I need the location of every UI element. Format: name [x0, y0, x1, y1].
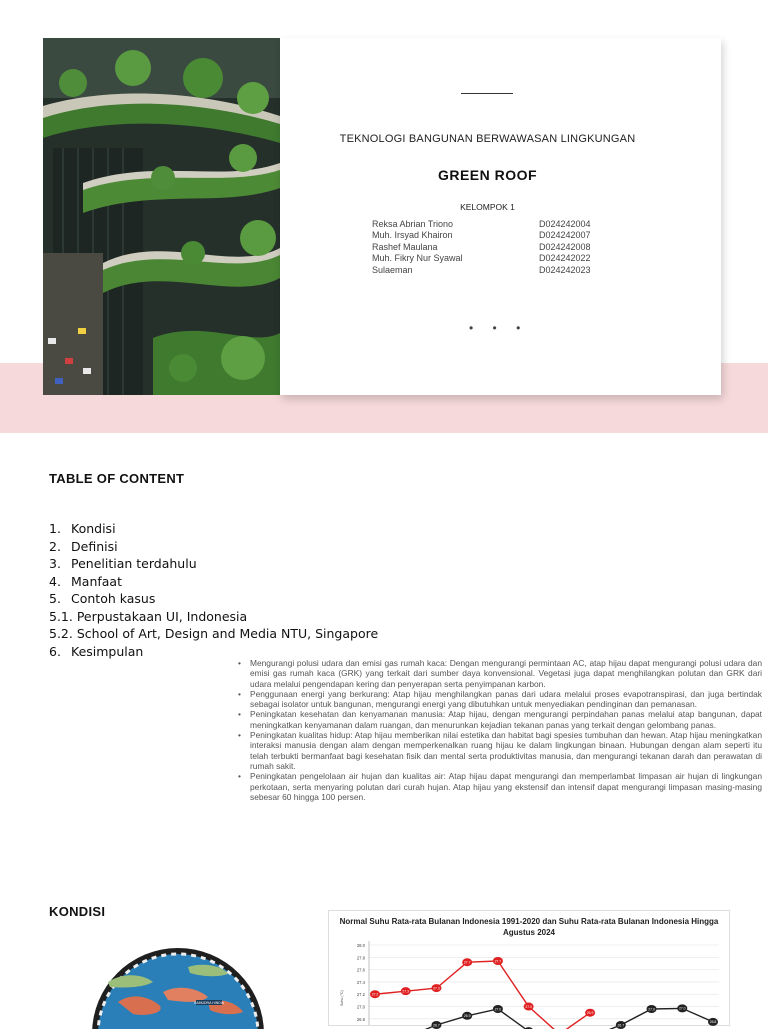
bullet-icon: •	[238, 709, 241, 720]
decorative-dots: • • •	[469, 321, 529, 335]
indonesia-map	[88, 942, 268, 1024]
y-axis-label: Suhu (°C)	[340, 990, 344, 1006]
data-label: 26.9	[586, 1010, 594, 1015]
data-label: 26.7	[617, 1023, 625, 1028]
temperature-chart	[328, 910, 730, 1026]
toc-item	[49, 625, 378, 643]
toc-number: 4.	[49, 573, 61, 589]
bullet-icon: •	[238, 688, 241, 699]
toc-number: 1.	[49, 521, 61, 536]
member-id: D024242008	[539, 241, 591, 252]
green-building-illustration	[43, 38, 280, 395]
benefit-text: Peningkatan kualitas hidup: Atap hijau memberikan nilai estetika dan habitat bagi spesies tumbuhan dan hewan. Atap hijau meningkatkan interaksi manusia dengan alam dengan memperkenalkan ruang hijau ke dalam lingkungan binaan. Hubungan dengan alam seperti itu telah terbukti bermanfaat bagi kesehatan fisik dan mental serta produktivitas manusia, dan mengurangi tekanan darah dan perawatan di rumah sakit.	[250, 730, 762, 771]
benefit-item	[238, 730, 762, 771]
chart-title: Normal Suhu Rata-rata Bulanan Indonesia 1991-2020 dan Suhu Rata-rata Bulanan Indonesia Hingga Agustus 2024	[339, 917, 719, 937]
chart-plot	[329, 911, 729, 1028]
benefit-text: Penggunaan energi yang berkurang: Atap hijau menghilangkan panas dari udara melalui proses evapotranspirasi, dan juga bertindak sebagai isolator untuk bangunan, mengurangi energi yang dibutuhkan untuk menyediakan pendinginan dan pemanasan.	[250, 688, 762, 710]
group-label: KELOMPOK 1	[460, 202, 515, 212]
toc-number: 2.	[49, 538, 61, 554]
toc-title: TABLE OF CONTENT	[49, 471, 185, 486]
member-name: Sulaeman	[372, 264, 413, 275]
member-list	[372, 219, 591, 276]
toc-label: Perpustakaan UI, Indonesia	[76, 608, 248, 624]
benefit-text: Peningkatan pengelolaan air hujan dan kualitas air: Atap hijau dapat mengurangi dan memperlambat limpasan air hujan di lingkungan perkotaan, serta menyaring polutan dari curah hujan. Atap hijau yang ekstensif dan intensif dapat mengurangi limpasan masing-masing sebesar 60 hingga 100 persen.	[250, 771, 762, 802]
data-label: 26.9	[463, 1014, 471, 1019]
y-tick-label: 27.6	[356, 967, 365, 973]
toc-item	[49, 520, 378, 538]
member-name: Rashef Maulana	[372, 241, 438, 252]
toc-label: Penelitian terdahulu	[71, 556, 197, 571]
data-label: 26.8	[709, 1020, 717, 1025]
benefit-item	[238, 709, 762, 730]
benefit-item	[238, 658, 762, 689]
toc-number: 5.	[49, 591, 61, 606]
map-globe-illustration	[88, 942, 268, 1024]
y-tick-label: 26.8	[356, 1016, 365, 1022]
benefit-item	[238, 689, 762, 710]
data-label: 27.3	[433, 986, 440, 991]
member-name: Muh. Fikry Nur Syawal	[372, 253, 463, 264]
y-tick-label: 28.0	[356, 943, 365, 948]
kondisi-title: KONDISI	[49, 904, 106, 919]
data-label: 27.7	[494, 959, 502, 964]
member-id: D024242022	[539, 253, 591, 264]
data-label: 26.7	[433, 1023, 440, 1028]
data-label: 27.7	[463, 960, 471, 965]
benefit-text: Peningkatan kesehatan dan kenyamanan manusia: Atap hijau, dengan mengurangi perpindahan panas melalui atap bangunan, dapat meningkatkan kenyamanan dalam ruangan, dan menurunkan kejadian tekanan panas yang terkait dengan gelombang panas.	[250, 709, 762, 730]
member-name: Reksa Abrian Triono	[372, 219, 454, 229]
toc-label: Contoh kasus	[71, 591, 156, 606]
cover-photo	[43, 38, 280, 395]
toc-label: School of Art, Design and Media NTU, Singapore	[76, 626, 379, 641]
member-row	[372, 230, 591, 241]
bullet-icon: •	[238, 730, 241, 741]
member-row	[372, 265, 591, 276]
toc-item	[49, 555, 378, 573]
data-label: 27.2	[371, 992, 379, 997]
y-tick-label: 27.0	[356, 1004, 365, 1010]
member-id: D024242007	[539, 230, 591, 241]
toc-number: 6.	[49, 643, 61, 659]
y-tick-label: 27.8	[356, 955, 365, 961]
toc-label: Kesimpulan	[71, 643, 144, 659]
data-label: 27.0	[494, 1007, 502, 1012]
toc-number: 5.1.	[49, 608, 73, 624]
toc-item	[49, 538, 378, 556]
y-tick-label: 27.4	[356, 979, 365, 985]
toc-label: Manfaat	[71, 573, 122, 589]
bullet-icon: •	[238, 658, 241, 668]
cover-card	[280, 38, 721, 395]
map-label: SAMUDRA HINDIA	[193, 1001, 225, 1005]
data-label: 27.3	[402, 989, 410, 994]
data-label: 27.0	[525, 1004, 532, 1009]
toc-number: 3.	[49, 556, 61, 571]
toc-item	[49, 573, 378, 591]
benefit-item	[238, 771, 762, 802]
benefits-list	[238, 658, 762, 802]
cover-subtitle: TEKNOLOGI BANGUNAN BERWAWASAN LINGKUNGAN	[339, 133, 636, 145]
toc-number: 5.2.	[49, 626, 73, 641]
y-tick-label: 27.2	[356, 992, 365, 998]
member-row	[372, 242, 591, 253]
member-id: D024242023	[539, 264, 591, 275]
bullet-icon: •	[238, 771, 241, 782]
data-label: 27.0	[678, 1006, 686, 1011]
decorative-rule	[461, 93, 513, 94]
toc-label: Kondisi	[71, 521, 116, 536]
member-id: D024242004	[539, 219, 591, 229]
cover-title: GREEN ROOF	[437, 167, 538, 183]
toc-label: Definisi	[71, 538, 118, 554]
toc-item	[49, 590, 378, 608]
member-name: Muh. Irsyad Khairon	[372, 230, 453, 241]
toc-item	[49, 608, 378, 626]
member-row	[372, 253, 591, 264]
benefit-text: Mengurangi polusi udara dan emisi gas rumah kaca: Dengan mengurangi permintaan AC, atap hijau dapat mengurangi polusi udara dan emisi gas rumah kaca (GRK) yang terkait dari sumber daya konvensional. Vegetasi juga dapat menghilangkan polutan dan GRK dari udara melalui pengendapan kering dan penyerapan serta penyimpanan karbon.	[250, 658, 762, 689]
toc-list	[49, 520, 378, 660]
member-row	[372, 219, 591, 230]
data-label: 27.0	[648, 1007, 655, 1012]
